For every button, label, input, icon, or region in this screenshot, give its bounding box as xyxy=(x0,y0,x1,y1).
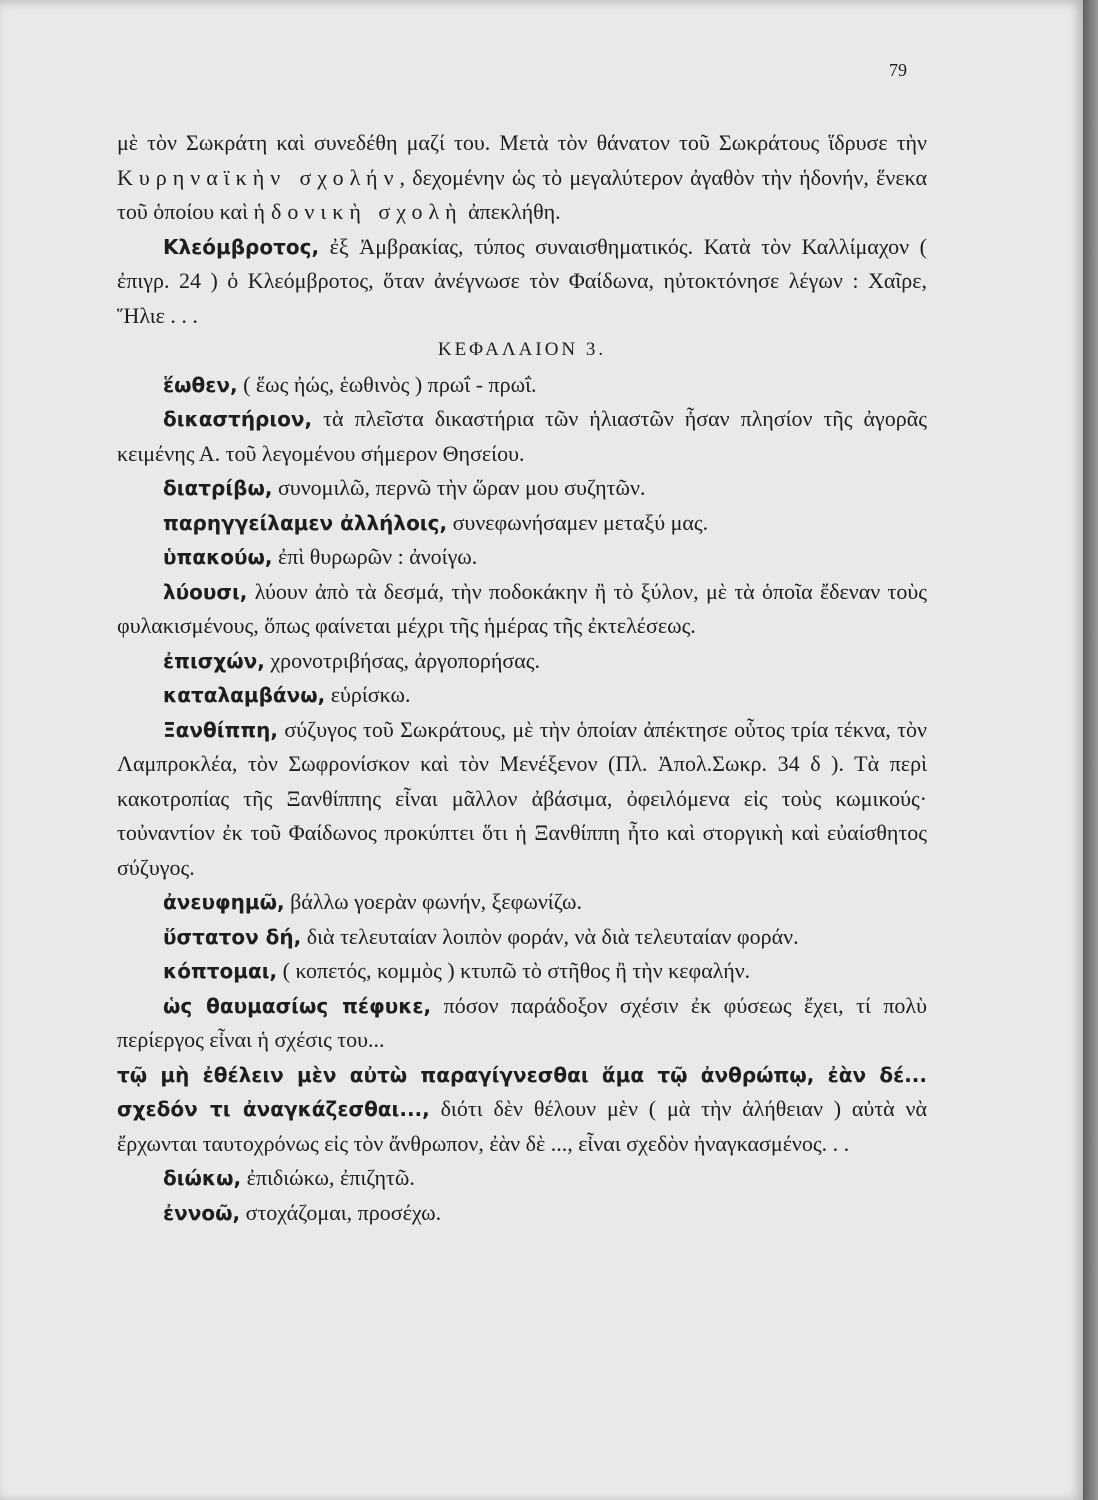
entry-aneufimo xyxy=(117,885,927,920)
entry-term: δικαστήριον, xyxy=(163,407,313,431)
entry-eothen xyxy=(117,368,927,403)
entry-katalamvano xyxy=(117,678,927,713)
entry-lyousi xyxy=(117,575,927,644)
text-run: ἀπεκλήθη. xyxy=(462,199,561,224)
entry-text: ( ἕως ἠώς, ἑωθινὸς ) πρωΐ - πρωΐ. xyxy=(237,371,537,397)
entry-term: ὑπακούω, xyxy=(163,545,273,569)
entry-thaumasios xyxy=(117,989,927,1058)
entry-text: συνεφωνήσαμεν μεταξύ μας. xyxy=(447,509,709,535)
entry-xanthippi xyxy=(117,713,927,886)
entry-ystaton xyxy=(117,920,927,955)
entry-epischon xyxy=(117,644,927,679)
entry-term: τῷ μὴ ἐθέλειν μὲν αὐτὼ παραγίγνεσθαι ἅμα τῷ ἀνθρώπῳ, ἐὰν δέ... σχεδόν τι ἀναγκάζεσθαι..., xyxy=(117,1062,927,1121)
entry-term: ὡς θαυμασίως πέφυκε, xyxy=(163,993,432,1018)
entry-term: ἐννοῶ, xyxy=(163,1200,241,1225)
entry-term: ἀνευφημῶ, xyxy=(163,890,285,914)
entry-text: χρονοτριβήσας, ἀργοπορήσας. xyxy=(264,647,540,673)
entry-text: συνομιλῶ, περνῶ τὴν ὥραν μου συζητῶν. xyxy=(272,475,646,500)
entry-diatribo xyxy=(117,471,927,506)
entry-text: ἐξ Ἀμβρακίας, τύπος συναισθηματικός. Κατὰ τὸν Καλλίμαχον ( ἐπιγρ. 24 ) ὁ Κλεόμβροτος, ὅταν ἀνέγνωσε τὸν Φαίδωνα, ηὐτοκτόνησε λέγων : Χαῖρε, Ἥλιε . . . xyxy=(117,233,927,328)
text-run: , δεχομένην ὡς τὸ μεγαλύτερον ἀγαθὸν τὴν ἡδονήν, ἕνεκα τοῦ ὁποίου καὶ xyxy=(117,164,927,224)
entry-text: πόσον παράδοξον σχέσιν ἐκ φύσεως ἔχει, τί πολὺ περίεργος εἶναι ἡ σχέσις του... xyxy=(117,992,927,1052)
entry-text: βάλλω γοερὰν φωνήν, ξεφωνίζω. xyxy=(284,889,583,914)
page-body xyxy=(117,126,927,1230)
entry-ennoo xyxy=(117,1196,927,1231)
entry-term: ὕστατον δή, xyxy=(163,924,302,949)
entry-term: διώκω, xyxy=(163,1166,242,1190)
entry-text: στοχάζομαι, προσέχω. xyxy=(240,1199,442,1225)
entry-text: ἐπιδιώκω, ἐπιζητῶ. xyxy=(241,1165,415,1190)
entry-text: διὰ τελευταίαν λοιπὸν φοράν, νὰ διὰ τελευταίαν φοράν. xyxy=(301,923,799,949)
spaced-term: ἡδονικὴ σχολὴ xyxy=(253,199,463,224)
entry-term: λύουσι, xyxy=(163,579,248,604)
entry-ypakouo xyxy=(117,540,927,575)
entry-to-mi xyxy=(117,1058,927,1162)
entry-text: σύζυγος τοῦ Σωκράτους, μὲ τὴν ὁποίαν ἀπέκτησε οὗτος τρία τέκνα, τὸν Λαμπροκλέα, τὸν Σωφρονίσκον καὶ τὸν Μενέξενον (Πλ. Ἀπολ.Σωκρ. 34 δ ). Τὰ περὶ κακοτροπίας τῆς Ξανθίππης εἶναι μᾶλλον ἀβάσιμα, ὀφειλόμενα εἰς τοὺς κωμικούς· τοὐναντίον ἐκ τοῦ Φαίδωνος προκύπτει ὅτι ἡ Ξανθίππη ἦτο καὶ στοργικὴ καὶ εὐαίσθητος σύζυγος. xyxy=(117,716,927,880)
entry-parengeilamen xyxy=(117,506,927,541)
entry-text: ( κοπετός, κομμὸς ) κτυπῶ τὸ στῆθος ἢ τὴν κεφαλήν. xyxy=(277,958,751,983)
entry-term: κόπτομαι, xyxy=(163,959,278,983)
entry-term: διατρίβω, xyxy=(163,476,273,500)
entry-term: Κλεόμβροτος, xyxy=(163,234,320,259)
entry-dioko xyxy=(117,1161,927,1196)
entry-term: παρηγγείλαμεν ἀλλήλοις, xyxy=(163,510,448,535)
entry-text: διότι δὲν θέλουν μὲν ( μὰ τὴν ἀλήθειαν ) αὐτὰ νὰ ἔρχωνται ταυτοχρόνως εἰς τὸν ἄνθρωπον, ἐὰν δὲ ..., εἶναι σχεδὸν ἠναγκασμένος. . . xyxy=(117,1096,927,1156)
text-run: μὲ τὸν Σωκράτη καὶ συνεδέθη μαζί του. Μετὰ τὸν θάνατον τοῦ Σωκράτους ἵδρυσε τὴν xyxy=(117,130,927,155)
entry-term: Ξανθίππη, xyxy=(163,717,279,742)
entry-text: εὑρίσκω. xyxy=(325,682,411,707)
entry-term: καταλαμβάνω, xyxy=(163,683,326,707)
entry-text: λύουν ἀπὸ τὰ δεσμά, τὴν ποδοκάκην ἢ τὸ ξύλον, μὲ τὰ ὁποῖα ἔδεναν τοὺς φυλακισμένους, ὅπως φαίνεται μέχρι τῆς ἡμέρας τῆς ἐκτελέσεως. xyxy=(117,578,927,638)
entry-term: ἕωθεν, xyxy=(163,372,238,397)
book-edge xyxy=(1083,0,1098,1500)
chapter-title: ΚΕΦΑΛΑΙΟΝ 3. xyxy=(437,339,607,360)
entry-text: τὰ πλεῖστα δικαστήρια τῶν ἡλιαστῶν ἦσαν πλησίον τῆς ἀγορᾶς κειμένης Α. τοῦ λεγομένου σήμερον Θησείου. xyxy=(117,406,927,466)
paragraph-cyrenaic xyxy=(117,126,927,230)
entry-dikastirion xyxy=(117,402,927,471)
entry-term: ἐπισχών, xyxy=(163,648,265,673)
entry-koptomai xyxy=(117,954,927,989)
entry-kleombrotos xyxy=(117,230,927,334)
entry-text: ἐπὶ θυρωρῶν : ἀνοίγω. xyxy=(272,544,478,569)
spaced-term: Κυρηναϊκὴν σχολήν xyxy=(117,164,400,190)
page-number: 79 xyxy=(889,60,907,80)
